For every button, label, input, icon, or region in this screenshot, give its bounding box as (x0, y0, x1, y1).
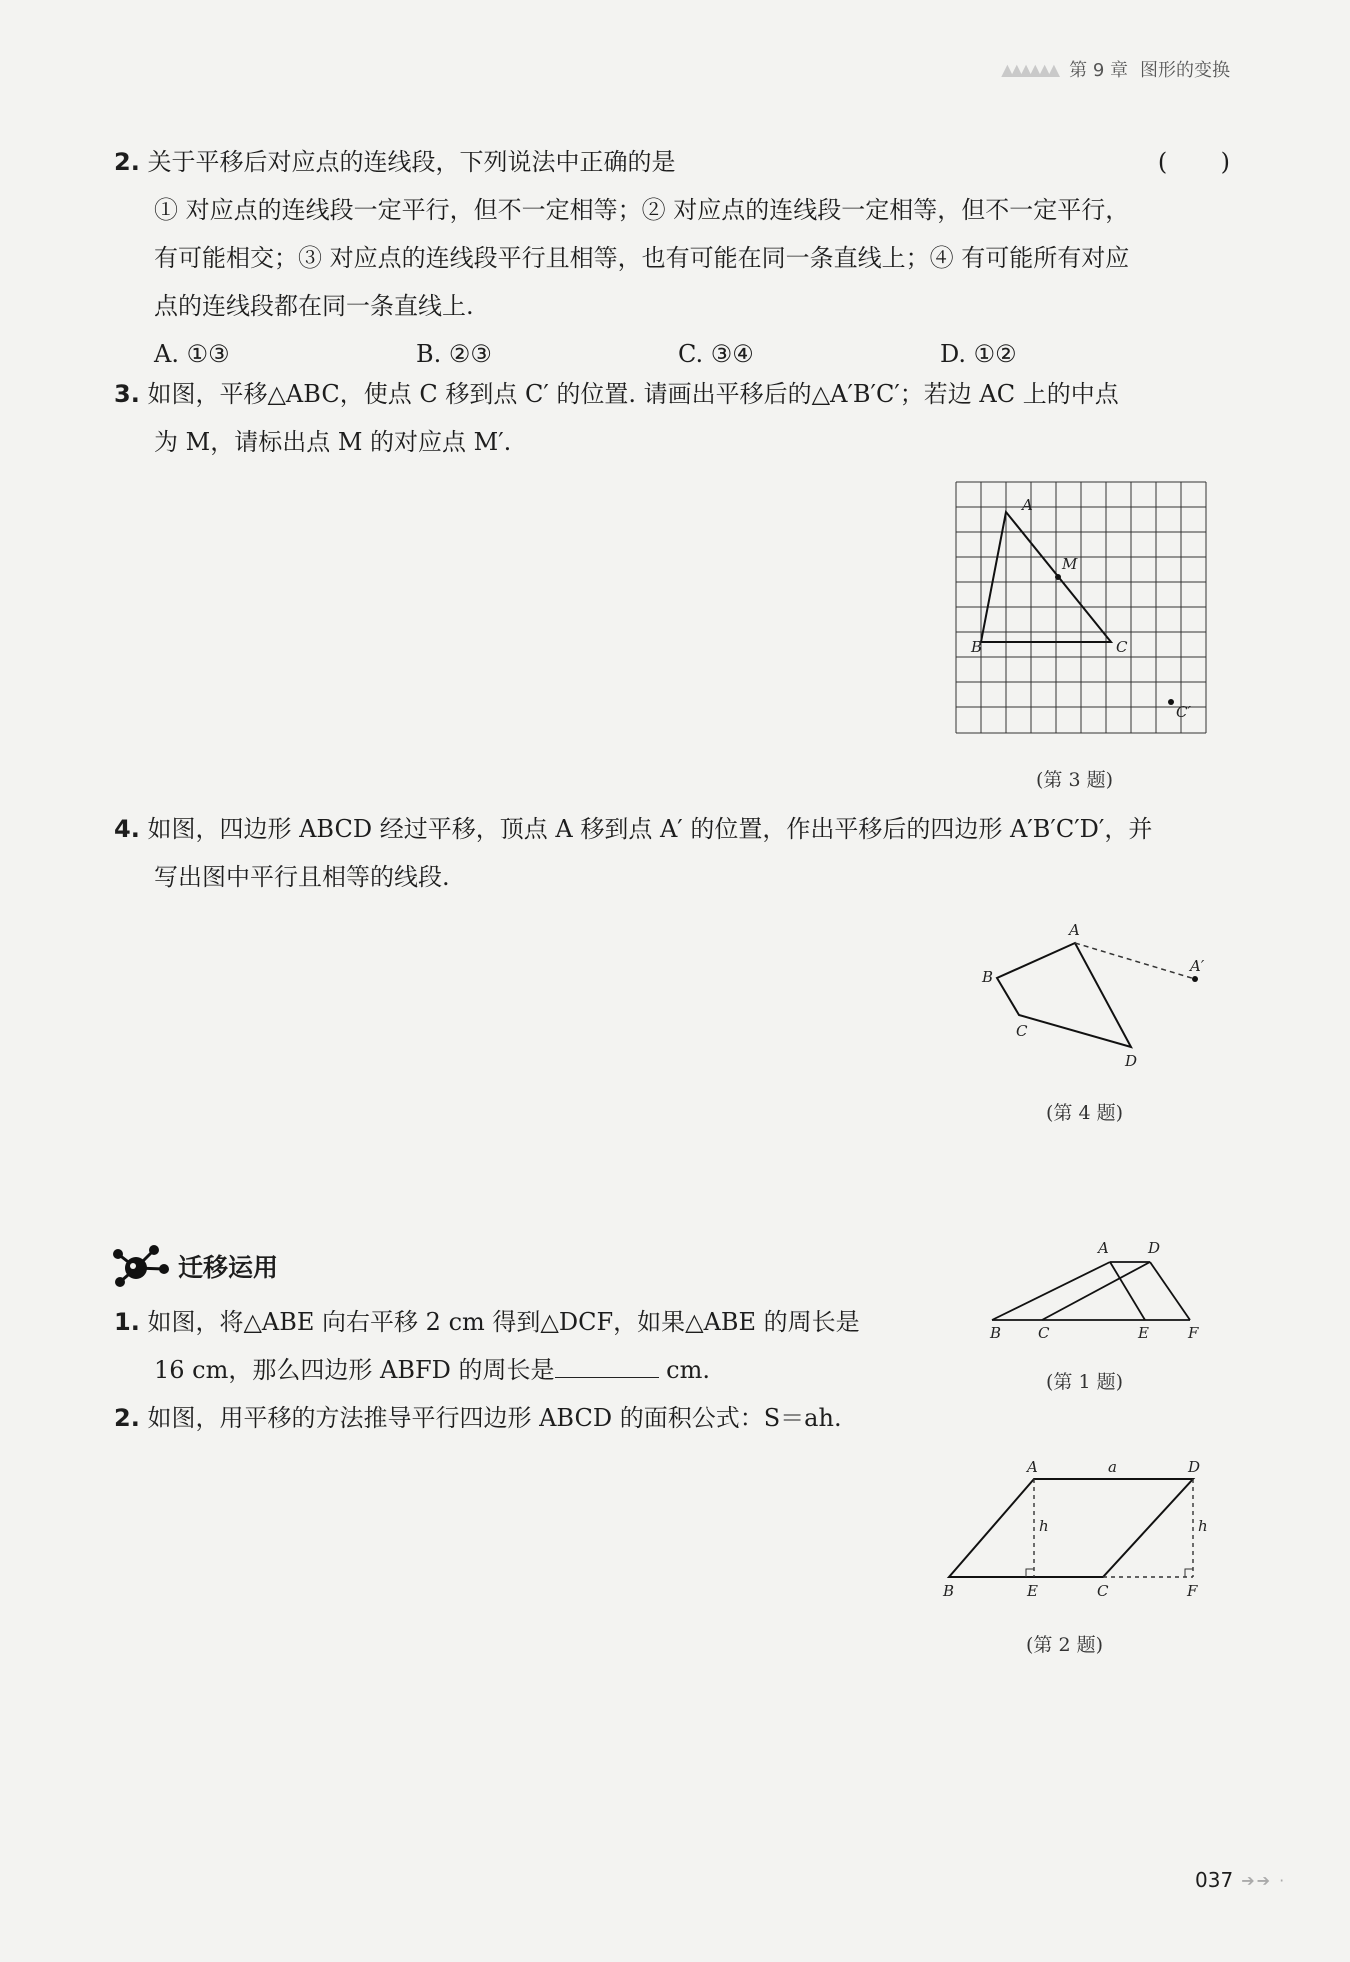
label-c: C (1016, 1022, 1028, 1040)
section-title: 迁移运用 (178, 1253, 279, 1282)
answer-parentheses: ( ) (1157, 148, 1230, 176)
label-b: B (990, 1324, 1002, 1342)
label-d: D (1188, 1458, 1201, 1476)
label-d: D (1148, 1239, 1161, 1257)
label-b: B (943, 1582, 955, 1600)
statement-line: ① 对应点的连线段一定平行，但不一定相等；② 对应点的连线段一定相等，但不一定平行， (154, 196, 1130, 224)
question-stem: 关于平移后对应点的连线段，下列说法中正确的是 (147, 148, 676, 176)
label-b: B (971, 638, 983, 656)
question-number: 1. (114, 1308, 140, 1336)
label-f: F (1188, 1324, 1199, 1342)
point-m (1055, 574, 1061, 580)
answer-blank (555, 1355, 659, 1378)
label-a: A (1069, 921, 1080, 939)
parallelogram-figure (935, 1455, 1215, 1605)
question-4 (114, 805, 1234, 901)
question-text: 为 M，请标出点 M 的对应点 M′. (154, 428, 512, 456)
question-number: 2. (114, 148, 140, 176)
label-c: C (1097, 1582, 1109, 1600)
label-a: A (1098, 1239, 1109, 1257)
point-a-prime (1192, 976, 1198, 982)
question-number: 2. (114, 1404, 140, 1432)
practice-2 (114, 1394, 1014, 1442)
label-a-side: a (1108, 1458, 1117, 1476)
label-c-prime: C′ (1176, 703, 1191, 721)
segment-ae (1110, 1262, 1145, 1320)
practice-1 (114, 1298, 974, 1394)
chapter-number: 第 9 章 (1069, 60, 1128, 81)
arrow-decoration-icon: ➔➔ · (1241, 1870, 1287, 1890)
label-a-prime: A′ (1190, 957, 1205, 975)
page-header (1001, 56, 1230, 82)
figure-caption: (第 3 题) (1036, 769, 1113, 791)
question-text: 写出图中平行且相等的线段. (154, 863, 450, 891)
figure-caption: (第 4 题) (1046, 1102, 1123, 1124)
question-text: 如图，平移△ABC，使点 C 移到点 C′ 的位置. 请画出平移后的△A′B′C′；若边 AC 上的中点 (147, 380, 1119, 408)
mountain-decoration-icon: ▲▲▲▲▲▲ (1001, 59, 1058, 79)
translation-dashed-line (1075, 943, 1195, 979)
label-b: B (982, 968, 994, 986)
grid-triangle-figure (944, 470, 1224, 750)
grid (956, 482, 1206, 733)
label-d: D (1125, 1052, 1138, 1070)
segment-cd (1042, 1262, 1150, 1320)
label-c: C (1038, 1324, 1050, 1342)
label-h-left: h (1039, 1517, 1049, 1535)
page-footer (1195, 1868, 1286, 1892)
segment-ba (992, 1262, 1110, 1320)
label-c: C (1116, 638, 1128, 656)
label-a: A (1027, 1458, 1038, 1476)
question-text: 如图，四边形 ABCD 经过平移，顶点 A 移到点 A′ 的位置，作出平移后的四边形 A′B′C′D′，并 (147, 815, 1153, 843)
right-angle-f (1185, 1569, 1193, 1577)
option-c: C. ③④ (678, 340, 754, 368)
question-2 (114, 138, 1234, 378)
quadrilateral-figure (970, 915, 1220, 1075)
label-a: A (1022, 496, 1033, 514)
question-text: 16 cm，那么四边形 ABFD 的周长是 (154, 1356, 555, 1384)
label-m: M (1062, 555, 1078, 573)
section-heading (110, 1242, 278, 1290)
statement-line: 有可能相交；③ 对应点的连线段平行且相等，也有可能在同一条直线上；④ 有可能所有对应 (154, 244, 1130, 272)
question-number: 3. (114, 380, 140, 408)
option-d: D. ①② (940, 340, 1017, 368)
option-b: B. ②③ (416, 340, 492, 368)
translation-triangles-figure (980, 1238, 1220, 1348)
option-a: A. ①③ (154, 340, 230, 368)
page-number: 037 (1195, 1868, 1234, 1892)
parallelogram-abcd (949, 1479, 1193, 1577)
point-c-prime (1168, 699, 1174, 705)
figure-caption: (第 2 题) (1026, 1634, 1103, 1656)
figure-caption: (第 1 题) (1046, 1371, 1123, 1393)
right-angle-e (1026, 1569, 1034, 1577)
molecule-icon (110, 1242, 172, 1290)
question-text: cm. (666, 1356, 710, 1384)
label-e: E (1138, 1324, 1149, 1342)
question-number: 4. (114, 815, 140, 843)
question-3 (114, 370, 1234, 466)
statement-line: 点的连线段都在同一条直线上. (154, 292, 474, 320)
question-text: 如图，用平移的方法推导平行四边形 ABCD 的面积公式：S＝ah. (147, 1404, 842, 1432)
segment-df (1150, 1262, 1190, 1320)
label-f: F (1187, 1582, 1198, 1600)
question-text: 如图，将△ABE 向右平移 2 cm 得到△DCF，如果△ABE 的周长是 (147, 1308, 860, 1336)
label-h-right: h (1198, 1517, 1208, 1535)
label-e: E (1027, 1582, 1038, 1600)
chapter-title: 图形的变换 (1140, 60, 1230, 81)
